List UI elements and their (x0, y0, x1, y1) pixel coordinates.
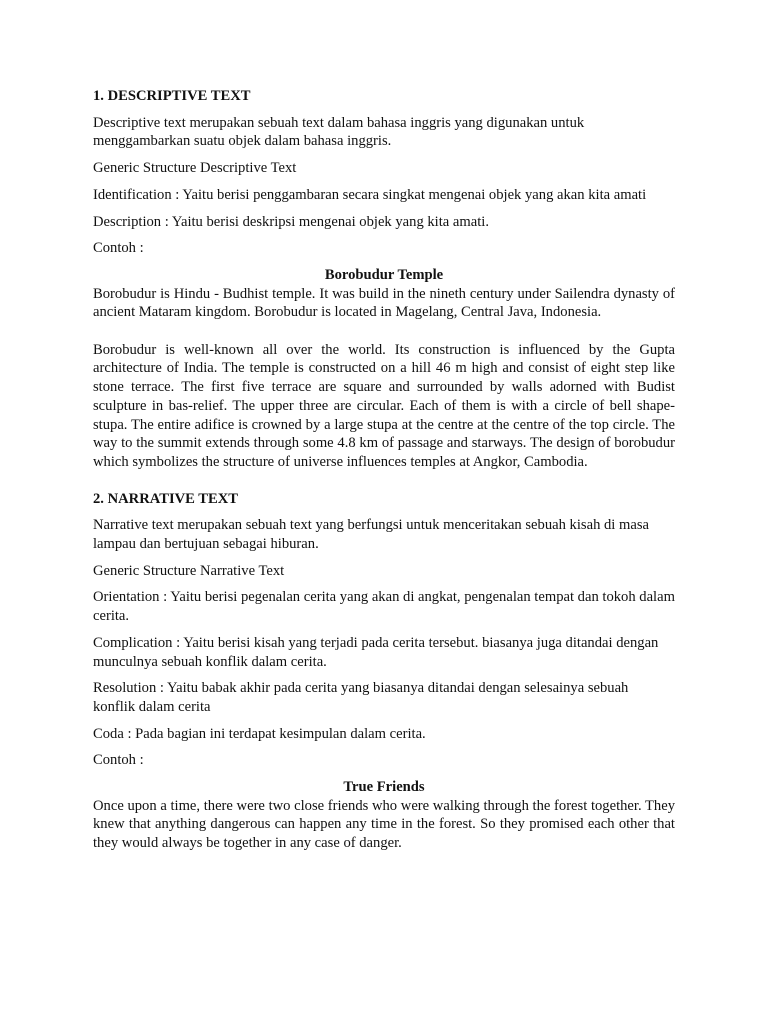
narrative-structure-title: Generic Structure Narrative Text (93, 562, 285, 579)
resolution-paragraph: Resolution : Yaitu babak akhir pada cerita yang biasanya ditandai dengan selesainya sebuah konflik dalam cerita (93, 680, 629, 715)
narrative-example-label: Contoh : (93, 752, 144, 769)
orientation-paragraph: Orientation : Yaitu berisi pegenalan cerita yang akan di angkat, pengenalan tempat dan tokoh dalam cerita. (93, 589, 675, 625)
example-title-borobudur: Borobudur Temple (324, 266, 444, 283)
section-heading-narrative: 2. NARRATIVE TEXT (93, 490, 239, 507)
document-content (93, 87, 675, 853)
true-friends-paragraph-1: Once upon a time, there were two close friends who were walking through the forest together. They knew that anything dangerous can happen any time in the forest. So they promised each other that they would always be together in any case of danger. (93, 797, 675, 852)
descriptive-example-label: Contoh : (93, 240, 144, 257)
coda-paragraph: Coda : Pada bagian ini terdapat kesimpulan dalam cerita. (93, 725, 426, 742)
complication-paragraph: Complication : Yaitu berisi kisah yang terjadi pada cerita tersebut. biasanya juga ditandai dengan munculnya sebuah konflik dalam cerita. (93, 634, 659, 670)
identification-paragraph: Identification : Yaitu berisi penggambaran secara singkat mengenai objek yang akan kita amati (93, 186, 647, 203)
descriptive-definition: Descriptive text merupakan sebuah text dalam bahasa inggris yang digunakan untuk menggambarkan suatu objek dalam bahasa inggris. (93, 114, 585, 150)
borobudur-paragraph-1: Borobudur is Hindu - Budhist temple. It was build in the nineth century under Sailendra dynasty of ancient Mataram kingdom. Borobudur is located in Magelang, Central Java, Indonesia. (93, 285, 675, 321)
blank-line (93, 322, 675, 341)
narrative-definition: Narrative text merupakan sebuah text yang berfungsi untuk menceritakan sebuah kisah di masa lampau dan bertujuan sebagai hiburan. (93, 517, 649, 553)
section-spacer (93, 472, 675, 490)
section-heading-descriptive: 1. DESCRIPTIVE TEXT (93, 88, 251, 104)
example-title-true-friends: True Friends (343, 779, 425, 796)
description-paragraph: Description : Yaitu berisi deskripsi mengenai objek yang kita amati. (93, 213, 489, 230)
descriptive-structure-title: Generic Structure Descriptive Text (93, 160, 297, 177)
borobudur-paragraph-2: Borobudur is well-known all over the world. Its construction is influenced by the Gupta architecture of India. The temple is constructed on a hill 46 m high and consist of eight step like stone terrace. The first five terrace are square and surrounded by walls adorned with Budist sculpture in bas-relief. The upper three are circular. Each of them is with a circle of bell shape-stupa. The entire adifice is crowned by a large stupa at the centre at the centre of the top circle. The way to the summit extends through some 4.8 km of passage and starways. The design of borobudur which symbolizes the structure of universe influences temples at Angkor, Cambodia. (93, 341, 675, 470)
